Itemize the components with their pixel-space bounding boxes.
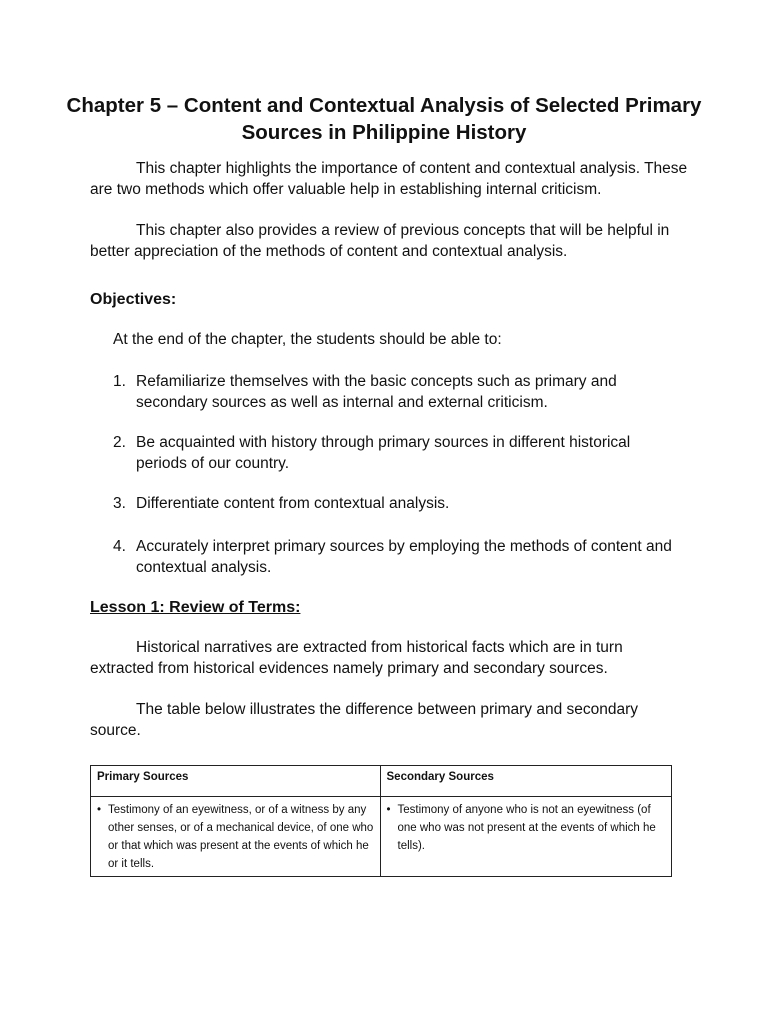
lesson-paragraph-1: Historical narratives are extracted from historical facts which are in turn extracted from historical evidences namely primary and secondary sources. bbox=[90, 639, 623, 677]
objective-number: 3. bbox=[113, 495, 126, 512]
intro-paragraph-1: This chapter highlights the importance of content and contextual analysis. These are two methods which offer valuable help in establishing internal criticism. bbox=[90, 160, 688, 198]
objectives-heading: Objectives: bbox=[90, 291, 177, 308]
primary-source-description: Testimony of an eyewitness, or of a witness by any other senses, or of a mechanical device, of one who or that which was present at the events of which he or it tells. bbox=[108, 804, 374, 870]
bullet-icon: • bbox=[386, 804, 391, 816]
objective-item-1 bbox=[113, 371, 683, 413]
table-header-primary: Primary Sources bbox=[91, 766, 381, 797]
table-header-row bbox=[91, 766, 672, 797]
lesson-paragraph-2: The table below illustrates the difference between primary and secondary source. bbox=[90, 701, 639, 739]
sources-comparison-table bbox=[90, 765, 672, 877]
lesson-heading: Lesson 1: Review of Terms: bbox=[90, 599, 301, 616]
chapter-title: Chapter 5 – Content and Contextual Analysis of Selected Primary Sources in Philippine History bbox=[66, 94, 702, 144]
table-cell-primary bbox=[91, 797, 381, 877]
objectives-intro: At the end of the chapter, the students should be able to: bbox=[113, 331, 502, 348]
objective-text: Be acquainted with history through primary sources in different historical periods of our country. bbox=[136, 434, 631, 472]
table-cell-secondary bbox=[380, 797, 672, 877]
objective-item-3 bbox=[113, 493, 683, 514]
secondary-source-description: Testimony of anyone who is not an eyewitness (of one who was not present at the events of which he tells). bbox=[397, 804, 656, 852]
objective-number: 1. bbox=[113, 373, 126, 390]
objective-item-4 bbox=[113, 536, 683, 578]
objective-item-2 bbox=[113, 432, 683, 474]
objective-text: Refamiliarize themselves with the basic concepts such as primary and secondary sources as well as internal and external criticism. bbox=[136, 373, 617, 411]
table-header-secondary: Secondary Sources bbox=[380, 766, 672, 797]
intro-paragraph-2: This chapter also provides a review of previous concepts that will be helpful in better appreciation of the methods of content and contextual analysis. bbox=[90, 222, 670, 260]
objective-number: 2. bbox=[113, 434, 126, 451]
objective-text: Accurately interpret primary sources by employing the methods of content and contextual analysis. bbox=[136, 538, 672, 576]
objective-number: 4. bbox=[113, 538, 126, 555]
table-row bbox=[91, 797, 672, 877]
bullet-icon: • bbox=[97, 804, 102, 816]
objective-text: Differentiate content from contextual analysis. bbox=[136, 495, 450, 512]
